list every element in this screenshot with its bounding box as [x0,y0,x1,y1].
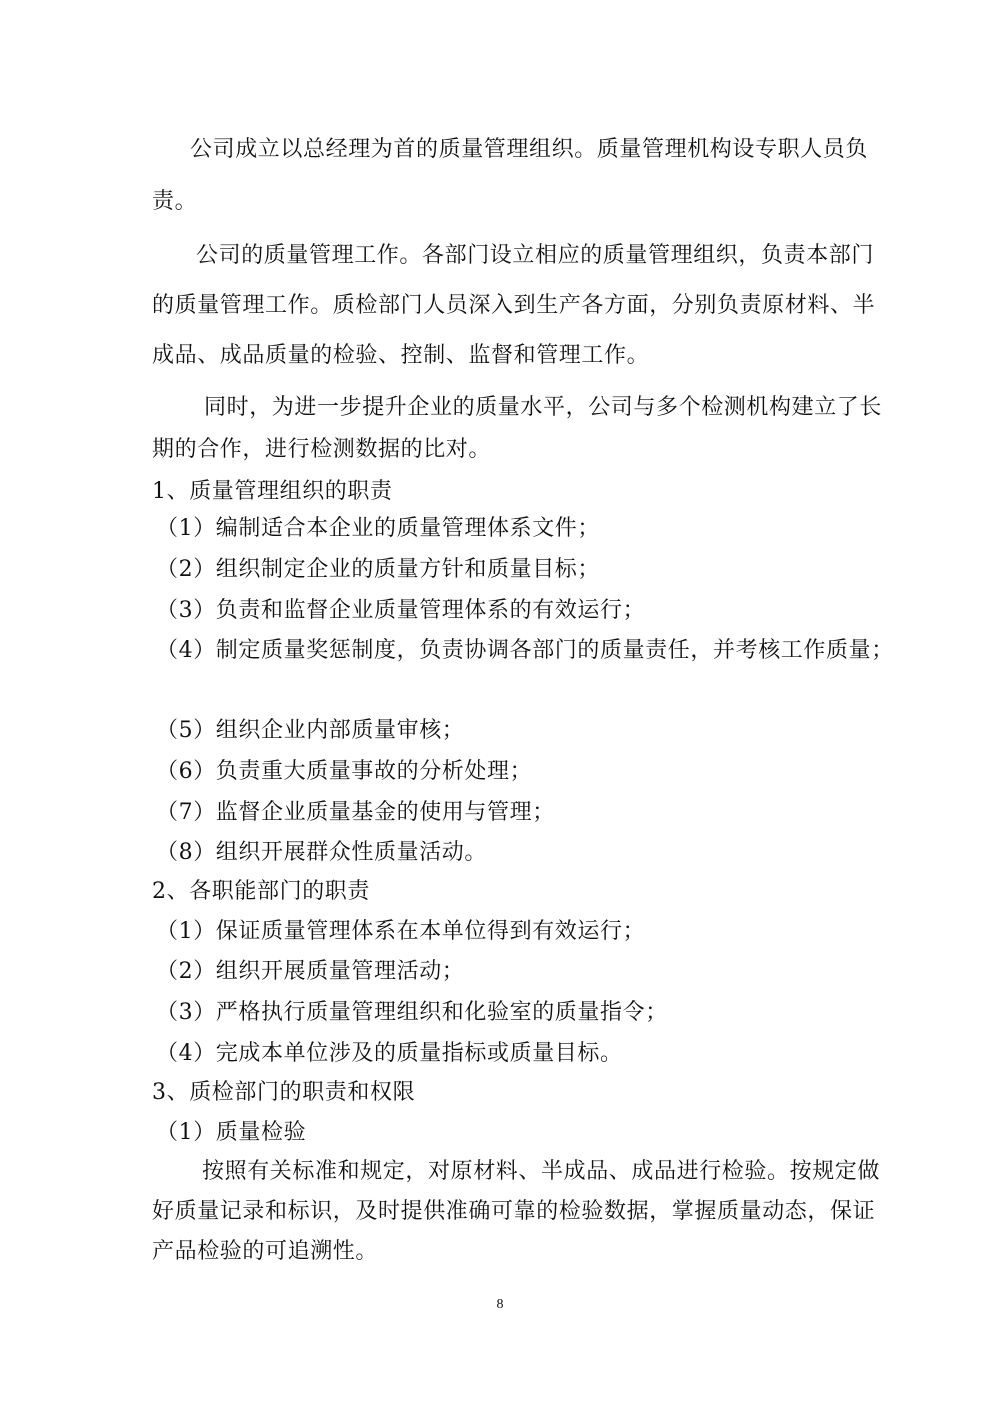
list-item: （1）保证质量管理体系在本单位得到有效运行； [156,919,646,944]
paragraph-line: 期的合作，进行检测数据的比对。 [152,437,492,462]
list-item: （4）完成本单位涉及的质量指标或质量目标。 [156,1041,623,1066]
paragraph-line: 责。 [152,189,198,214]
list-item: （7）监督企业质量基金的使用与管理； [156,800,555,825]
list-item: （1）编制适合本企业的质量管理体系文件； [156,516,600,541]
paragraph-line: 公司的质量管理工作。各部门设立相应的质量管理组织，负责本部门 [196,243,875,268]
section-heading: 1、质量管理组织的职责 [152,479,393,504]
paragraph-line: 公司成立以总经理为首的质量管理组织。质量管理机构设专职人员负 [190,137,869,162]
paragraph-line: 成品、成品质量的检验、控制、监督和管理工作。 [152,343,650,368]
paragraph-line: 按照有关标准和规定，对原材料、半成品、成品进行检验。按规定做 [202,1159,881,1184]
list-item: （5）组织企业内部质量审核； [156,718,465,743]
paragraph-line: 好质量记录和标识，及时提供准确可靠的检验数据，掌握质量动态，保证 [152,1199,876,1224]
section-heading: 2、各职能部门的职责 [152,879,370,904]
paragraph-line: 同时，为进一步提升企业的质量水平，公司与多个检测机构建立了长 [204,395,883,420]
list-item: （2）组织制定企业的质量方针和质量目标； [156,557,600,582]
list-item: （2）组织开展质量管理活动； [156,959,465,984]
page-number: 8 [496,1297,504,1312]
paragraph-line: 的质量管理工作。质检部门人员深入到生产各方面，分别负责原材料、半 [152,293,876,318]
section-heading: 3、质检部门的职责和权限 [152,1080,416,1105]
list-item: （3）严格执行质量管理组织和化验室的质量指令； [156,1000,668,1025]
list-item: （1）质量检验 [156,1120,307,1145]
list-item: （6）负责重大质量事故的分析处理； [156,759,533,784]
list-item: （8）组织开展群众性质量活动。 [156,840,487,865]
paragraph-line: 产品检验的可追溯性。 [152,1239,379,1264]
list-item: （4）制定质量奖惩制度，负责协调各部门的质量责任，并考核工作质量； [156,638,894,663]
list-item: （3）负责和监督企业质量管理体系的有效运行； [156,598,646,623]
